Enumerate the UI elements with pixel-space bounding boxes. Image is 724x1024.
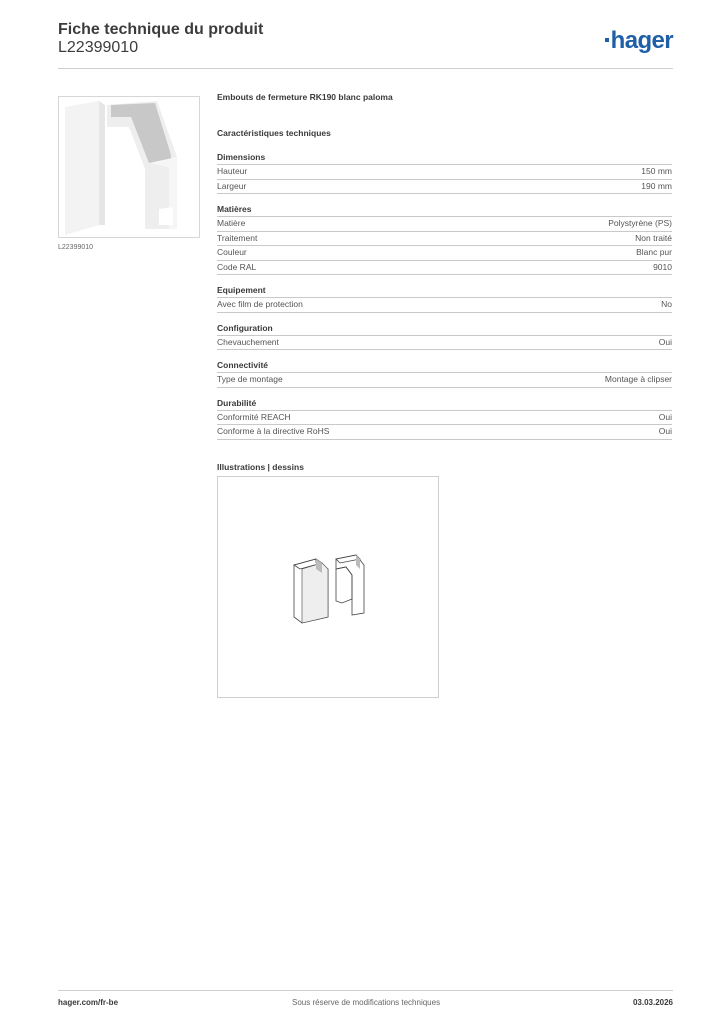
hager-logo	[605, 27, 673, 55]
spec-group-title: Durabilité	[217, 398, 672, 411]
product-name: Embouts de fermeture RK190 blanc paloma	[217, 92, 393, 102]
spec-content	[217, 92, 672, 698]
spec-label: Largeur	[217, 180, 247, 191]
header-divider	[58, 68, 673, 69]
spec-row	[217, 217, 672, 232]
spec-group-title: Equipement	[217, 285, 672, 298]
spec-label: Type de montage	[217, 374, 283, 384]
spec-label: Chevauchement	[217, 336, 279, 347]
spec-row	[217, 261, 672, 276]
product-code: L22399010	[58, 39, 139, 56]
page-title: Fiche technique du produit	[58, 21, 264, 38]
spec-row	[217, 373, 672, 388]
spec-group	[217, 204, 672, 275]
spec-value: 150 mm	[641, 166, 672, 176]
spec-label: Conforme à la directive RoHS	[217, 426, 330, 436]
spec-row	[217, 411, 672, 426]
spec-label: Matière	[217, 218, 246, 228]
spec-group	[217, 152, 672, 194]
spec-value: Oui	[658, 426, 672, 436]
spec-value: No	[661, 299, 672, 309]
footer-date: 03.03.2026	[632, 998, 673, 1007]
spec-row	[217, 232, 672, 247]
spec-groups	[217, 152, 672, 440]
spec-row	[217, 298, 672, 313]
footer-disclaimer: Sous réserve de modifications techniques	[292, 998, 441, 1007]
spec-row	[217, 165, 672, 180]
end-cap-photo-icon	[59, 97, 199, 237]
product-image	[58, 96, 200, 238]
logo-dot-icon	[605, 38, 609, 42]
spec-row	[217, 180, 672, 195]
logo-text: hager	[610, 27, 673, 54]
spec-row	[217, 336, 672, 351]
spec-value: Oui	[658, 336, 672, 347]
spec-group-title: Connectivité	[217, 360, 672, 373]
spec-group	[217, 398, 672, 440]
footer-divider	[58, 990, 673, 991]
spec-row	[217, 246, 672, 261]
product-image-caption: L22399010	[58, 244, 94, 251]
illustrations-heading: Illustrations | dessins	[217, 461, 304, 472]
spec-value: 9010	[653, 261, 672, 272]
spec-group	[217, 360, 672, 388]
spec-label: Traitement	[217, 232, 258, 243]
spec-group	[217, 285, 672, 313]
spec-value: Oui	[658, 411, 672, 422]
spec-label: Avec film de protection	[217, 299, 303, 309]
spec-label: Conformité REACH	[217, 411, 291, 422]
footer-site: hager.com/fr-be	[58, 998, 119, 1007]
spec-value: Polystyrène (PS)	[608, 218, 672, 228]
spec-label: Code RAL	[217, 261, 257, 272]
end-cap-drawing-icon	[218, 477, 438, 697]
spec-row	[217, 425, 672, 440]
spec-group-title: Configuration	[217, 323, 672, 336]
spec-value: Blanc pur	[636, 247, 672, 257]
illustration-drawing	[217, 476, 439, 698]
spec-group	[217, 323, 672, 351]
tech-characteristics-heading: Caractéristiques techniques	[217, 128, 331, 138]
spec-label: Couleur	[217, 247, 247, 257]
spec-value: 190 mm	[641, 180, 672, 191]
spec-value: Non traité	[635, 232, 672, 243]
spec-group-title: Dimensions	[217, 152, 672, 165]
spec-label: Hauteur	[217, 166, 248, 176]
spec-group-title: Matières	[217, 204, 672, 217]
spec-value: Montage à clipser	[604, 374, 672, 384]
